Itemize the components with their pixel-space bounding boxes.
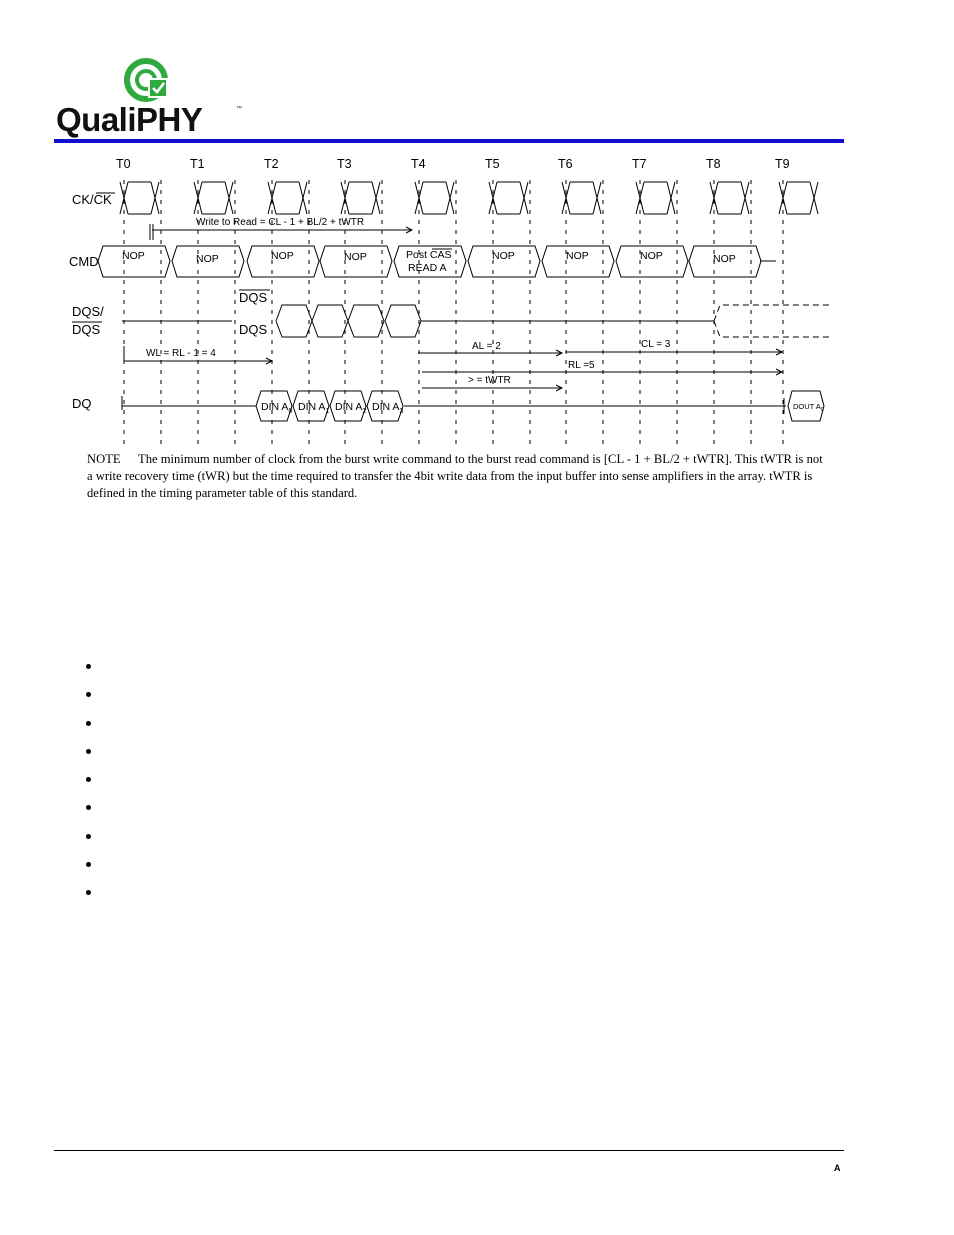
cmd-post-cas: Post CAS — [406, 249, 452, 261]
dqs-toggle — [385, 305, 421, 337]
logo-check-icon — [122, 56, 182, 106]
clock-cycle — [636, 182, 675, 214]
clock-cycle — [489, 182, 528, 214]
cmd-label: NOP — [713, 253, 736, 265]
clock-cycle — [710, 182, 749, 214]
bullet-dot — [86, 749, 91, 754]
bullet-dot — [86, 664, 91, 669]
bullet-dot — [86, 805, 91, 810]
twtr-label: > = tWTR — [468, 375, 511, 386]
dqs-toggle — [348, 305, 384, 337]
bullet-dot — [86, 777, 91, 782]
cmd-label: NOP — [492, 250, 515, 262]
footer-page-letter: A — [834, 1163, 841, 1173]
signal-label-dq: DQ — [72, 396, 92, 411]
tick-label: T2 — [264, 157, 279, 171]
clock-cycle — [562, 182, 601, 214]
tick-label: T6 — [558, 157, 573, 171]
tick-label: T7 — [632, 157, 647, 171]
note-label: NOTE — [87, 452, 121, 466]
cmd-label: NOP — [566, 250, 589, 262]
clock-cycle — [779, 182, 818, 214]
dqs-read — [714, 305, 829, 337]
dqs-inline-top: DQS — [239, 290, 268, 305]
timing-diagram — [54, 150, 844, 455]
signal-label-cmd: CMD — [69, 254, 99, 269]
logo-wordmark: QualiPHY — [56, 101, 203, 138]
bullet-dot — [86, 862, 91, 867]
write-to-read-label: Write to Read = CL - 1 + BL/2 + tWTR — [196, 217, 365, 228]
cmd-label: NOP — [122, 250, 145, 262]
bullet-dot — [86, 692, 91, 697]
tick-label: T0 — [116, 157, 131, 171]
dqs-toggle — [312, 305, 348, 337]
cmd-label: NOP — [271, 250, 294, 262]
clock-cycle — [415, 182, 454, 214]
tick-label: T8 — [706, 157, 721, 171]
rl-label: RL =5 — [568, 360, 595, 371]
wl-label: WL = RL - 1 = 4 — [146, 348, 216, 359]
signal-label-dqs-bottom: DQS — [72, 322, 101, 337]
cmd-label: NOP — [196, 253, 219, 265]
header-rule — [54, 139, 844, 143]
logo-trademark: ™ — [236, 106, 242, 112]
cl-label: CL = 3 — [641, 339, 671, 350]
timing-note — [87, 451, 827, 502]
dq-data-label: DIN $A_3$ — [372, 401, 404, 415]
tick-label: T5 — [485, 157, 500, 171]
dq-dout-label: DOUT $A_0$ — [793, 402, 824, 413]
bullet-dot — [86, 834, 91, 839]
al-label: AL = 2 — [472, 341, 501, 352]
dq-data-label: DIN $A_2$ — [335, 401, 367, 415]
dqs-inline-bottom: DQS — [239, 322, 268, 337]
tick-label: T4 — [411, 157, 426, 171]
signal-label-dqs-top: DQS/ — [72, 304, 104, 319]
cmd-label: NOP — [640, 250, 663, 262]
cmd-label: NOP — [344, 251, 367, 263]
tick-label: T1 — [190, 157, 205, 171]
bullet-dot — [86, 890, 91, 895]
note-text: The minimum number of clock from the burst write command to the burst read command is [CL - 1 + BL/2 + tWTR]. This tWTR is not a write recovery time (tWR) but the time required to transfer the 4bit write data from the input buffer into sense amplifiers in the array. tWTR is defined in the timing parameter table of this standard. — [87, 452, 823, 500]
signal-label-clock: CK/CK — [72, 192, 112, 207]
clock-cycle — [194, 182, 233, 214]
clock-cycle — [120, 182, 159, 214]
dq-data-label: DIN $A_0$ — [261, 401, 293, 415]
tick-label: T3 — [337, 157, 352, 171]
bullet-dot — [86, 721, 91, 726]
clock-cycle — [341, 182, 380, 214]
cmd-read-a: READ A — [408, 262, 447, 274]
tick-label: T9 — [775, 157, 790, 171]
dqs-toggle — [276, 305, 312, 337]
qualiphy-logo — [54, 56, 254, 140]
dq-data-label: DIN $A_1$ — [298, 401, 330, 415]
footer-rule — [54, 1150, 844, 1151]
clock-cycle — [268, 182, 307, 214]
